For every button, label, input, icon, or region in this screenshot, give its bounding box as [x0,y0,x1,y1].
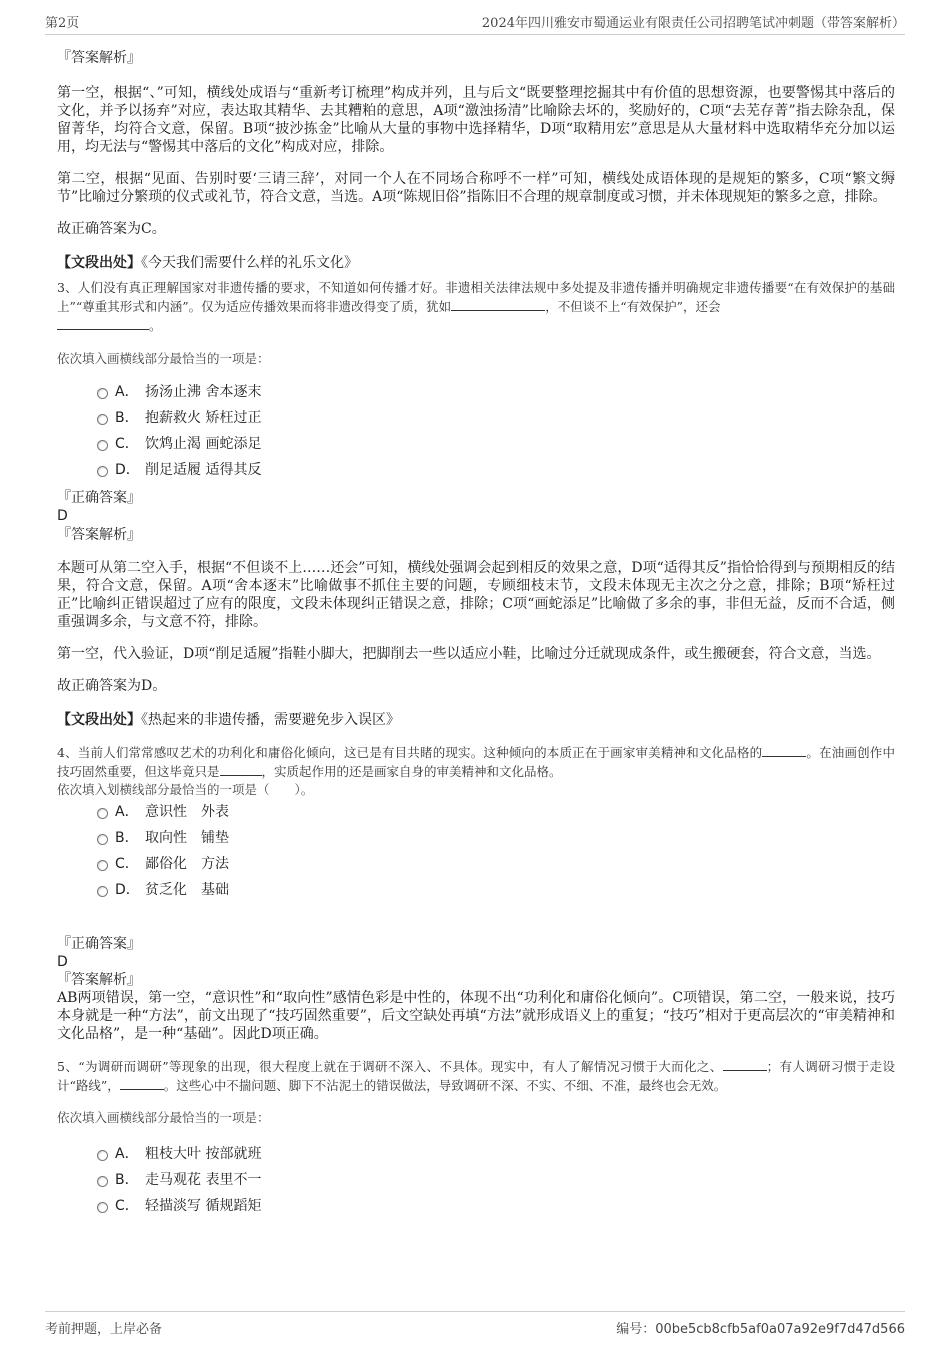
q4-analysis-label: 『答案解析』 [57,972,141,988]
q5-options [57,1145,895,1223]
q4-analysis-paragraph: AB两项错误，第一空，“意识性”和“取向性”感情色彩是中性的，体现不出“功利化和庸俗化倾向”。C项错误，第二空，一般来说，技巧本身就是一种“方法”，前文出现了“技巧固然重要”，后文空缺处再填“方法”就形成语义上的重复；“技巧”相对于更高层次的“审美精神和文化品格”，是一种“基础”。因此D项正确。 [57,990,895,1042]
option-text: 粗枝大叶 按部就班 [145,1146,262,1162]
q2-analysis-label: 『答案解析』 [57,50,141,66]
q3-source [57,711,895,729]
q5-option-c[interactable] [57,1197,895,1223]
q3-options [57,383,895,487]
radio-icon[interactable] [97,1202,108,1213]
document-body [57,44,895,1223]
option-letter: B． [115,410,139,426]
footer-slogan: 考前押题，上岸必备 [45,1322,163,1337]
option-text: 意识性 外表 [145,804,229,820]
q2-source-label: 【文段出处】 [57,255,141,271]
radio-icon[interactable] [97,414,108,425]
option-text: 饮鸩止渴 画蛇添足 [145,436,262,452]
q5-blank-1 [723,1058,767,1071]
option-letter: C． [115,436,139,452]
q4-option-a[interactable] [57,803,895,829]
page-header [45,8,905,35]
document-title: 2024年四川雅安市蜀通运业有限责任公司招聘笔试冲刺题（带答案解析） [481,16,905,31]
q3-analysis-label: 『答案解析』 [57,527,141,543]
radio-icon[interactable] [97,860,108,871]
option-letter: A． [115,804,139,820]
q2-source [57,254,895,272]
option-letter: A． [115,1146,139,1162]
q5-option-a[interactable] [57,1145,895,1171]
q4-blank-1 [762,744,806,757]
q4-instruction: 依次填入划横线部分最恰当的一项是（ ）。 [57,782,314,797]
option-text: 扬汤止沸 舍本逐末 [145,384,262,400]
option-letter: D． [115,462,140,478]
q3-analysis-paragraph-2: 第一空，代入验证，D项“削足适履”指鞋小脚大，把脚削去一些以适应小鞋，比喻过分迁就现成条件，或生搬硬套，符合文意，当选。 [57,646,881,662]
q2-source-title: 《今天我们需要什么样的礼乐文化》 [141,255,358,271]
radio-icon[interactable] [97,1176,108,1187]
q4-stem [57,743,895,781]
q5-option-b[interactable] [57,1171,895,1197]
q3-stem-part-1: 3、人们没有真正理解国家对非遗传播的要求，不知道如何传播才好。非遗相关法律法规中多处提及非遗传播并明确规定非遗传播要“在有效保护的基础上”“尊重其形式和内涵”。仅为适应传播效果而将非遗改得变了质，犹如 [57,280,895,314]
q4-option-c[interactable] [57,855,895,881]
q4-stem-part-1: 4、当前人们常常感叹艺术的功利化和庸俗化倾向，这已是有目共睹的现实。这种倾向的本质正在于画家审美精神和文化品格的 [57,745,763,760]
option-letter: B． [115,1172,139,1188]
option-text: 走马观花 表里不一 [145,1172,262,1188]
option-letter: C． [115,1198,139,1214]
radio-icon[interactable] [97,388,108,399]
document-code [616,1318,905,1337]
q5-blank-2 [120,1077,164,1090]
code-label: 编号： [616,1322,656,1337]
radio-icon[interactable] [97,808,108,819]
radio-icon[interactable] [97,466,108,477]
q2-analysis-paragraph-1: 第一空，根据“、”可知，横线处成语与“重新考订梳理”构成并列，且与后文“既要整理挖掘其中有价值的思想资源，也要警惕其中落后的文化，并予以扬弃”对应，表达取其精华、去其糟粕的意思，A项“激浊扬清”比喻除去坏的，奖励好的，C项“去芜存菁”指去除杂乱，保留菁华，均符合文意，保留。B项“披沙拣金”比喻从大量的事物中选择精华，D项“取精用宏”意思是从大量材料中选取精华充分加以运用，均无法与“警惕其中落后的文化”构成对应，排除。 [57,85,895,155]
option-letter: D． [115,882,140,898]
radio-icon[interactable] [97,1150,108,1161]
q2-analysis-paragraph-2: 第二空，根据“见面、告别时要‘三请三辞’，对同一个人在不同场合称呼不一样”可知，横线处成语体现的是规矩的繁多，C项“繁文缛节”比喻过分繁琐的仪式或礼节，符合文意，当选。A项“陈规旧俗”指陈旧不合理的规章制度或习惯，并未体现规矩的繁多之意，排除。 [57,171,895,205]
q4-option-d[interactable] [57,881,895,907]
option-text: 鄙俗化 方法 [145,856,229,872]
q3-stem [57,278,895,335]
q4-correct-label: 『正确答案』 [57,936,141,952]
code-value: 00be5cb8cfb5af0a07a92e9f7d47d566 [655,1322,905,1337]
q3-conclusion: 故正确答案为D。 [57,678,167,694]
q3-analysis-paragraph-1: 本题可从第二空入手，根据“不但谈不上……还会”可知，横线处强调会起到相反的效果之意，D项“适得其反”指恰恰得到与预期相反的结果，符合文意，保留。A项“舍本逐末”比喻做事不抓住主要的问题，专顾细枝末节，文段未体现无主次之分之意，排除；B项“矫枉过正”比喻纠正错误超过了应有的限度，文段未体现纠正错误之意，排除；C项“画蛇添足”比喻做了多余的事，非但无益，反而不合适，侧重强调多余，与文意不符，排除。 [57,560,895,630]
q3-correct-answer: D [57,508,68,524]
option-letter: A． [115,384,139,400]
q3-stem-part-2: ，不但谈不上“有效保护”，还会 [545,299,721,314]
q5-stem [57,1057,895,1095]
option-text: 轻描淡写 循规蹈矩 [145,1198,262,1214]
q5-stem-part-1: 5、“为调研而调研”等现象的出现，很大程度上就在于调研不深入、不具体。现实中，有人了解情况习惯于大而化之、 [57,1059,723,1074]
q3-stem-part-3: 。 [149,318,162,333]
q3-correct-label: 『正确答案』 [57,490,141,506]
q4-stem-part-3: ，实质起作用的还是画家自身的审美精神和文化品格。 [261,764,562,779]
q3-source-title: 《热起来的非遗传播，需要避免步入误区》 [141,712,400,728]
q4-stem-part-2: 。在油画创作中技巧固然重要，但这毕竟只是 [57,745,895,779]
option-text: 取向性 铺垫 [145,830,229,846]
option-text: 抱薪救火 矫枉过正 [145,410,262,426]
q3-blank-2 [57,317,149,330]
q3-instruction: 依次填入画横线部分最恰当的一项是： [57,351,270,366]
q5-stem-part-2: ；有人调研习惯于走设计“路线”， [57,1059,895,1093]
option-text: 削足适履 适得其反 [145,462,262,478]
q4-options [57,803,895,907]
q5-stem-part-3: 。这些心中不揣问题、脚下不沾泥土的错误做法，导致调研不深、不实、不细、不准，最终也会无效。 [163,1078,727,1093]
radio-icon[interactable] [97,834,108,845]
q4-option-b[interactable] [57,829,895,855]
q5-instruction: 依次填入画横线部分最恰当的一项是： [57,1110,270,1125]
q3-option-d[interactable] [57,461,895,487]
radio-icon[interactable] [97,440,108,451]
q4-blank-2 [220,763,262,776]
q3-option-a[interactable] [57,383,895,409]
option-letter: B． [115,830,139,846]
radio-icon[interactable] [97,886,108,897]
page-number: 第2页 [45,16,80,31]
q3-option-c[interactable] [57,435,895,461]
q3-source-label: 【文段出处】 [57,712,141,728]
option-letter: C． [115,856,139,872]
q4-correct-answer: D [57,954,68,970]
page-footer [45,1311,905,1340]
option-text: 贫乏化 基础 [145,882,229,898]
q3-blank-1 [451,298,545,311]
q2-conclusion: 故正确答案为C。 [57,221,166,237]
q3-option-b[interactable] [57,409,895,435]
